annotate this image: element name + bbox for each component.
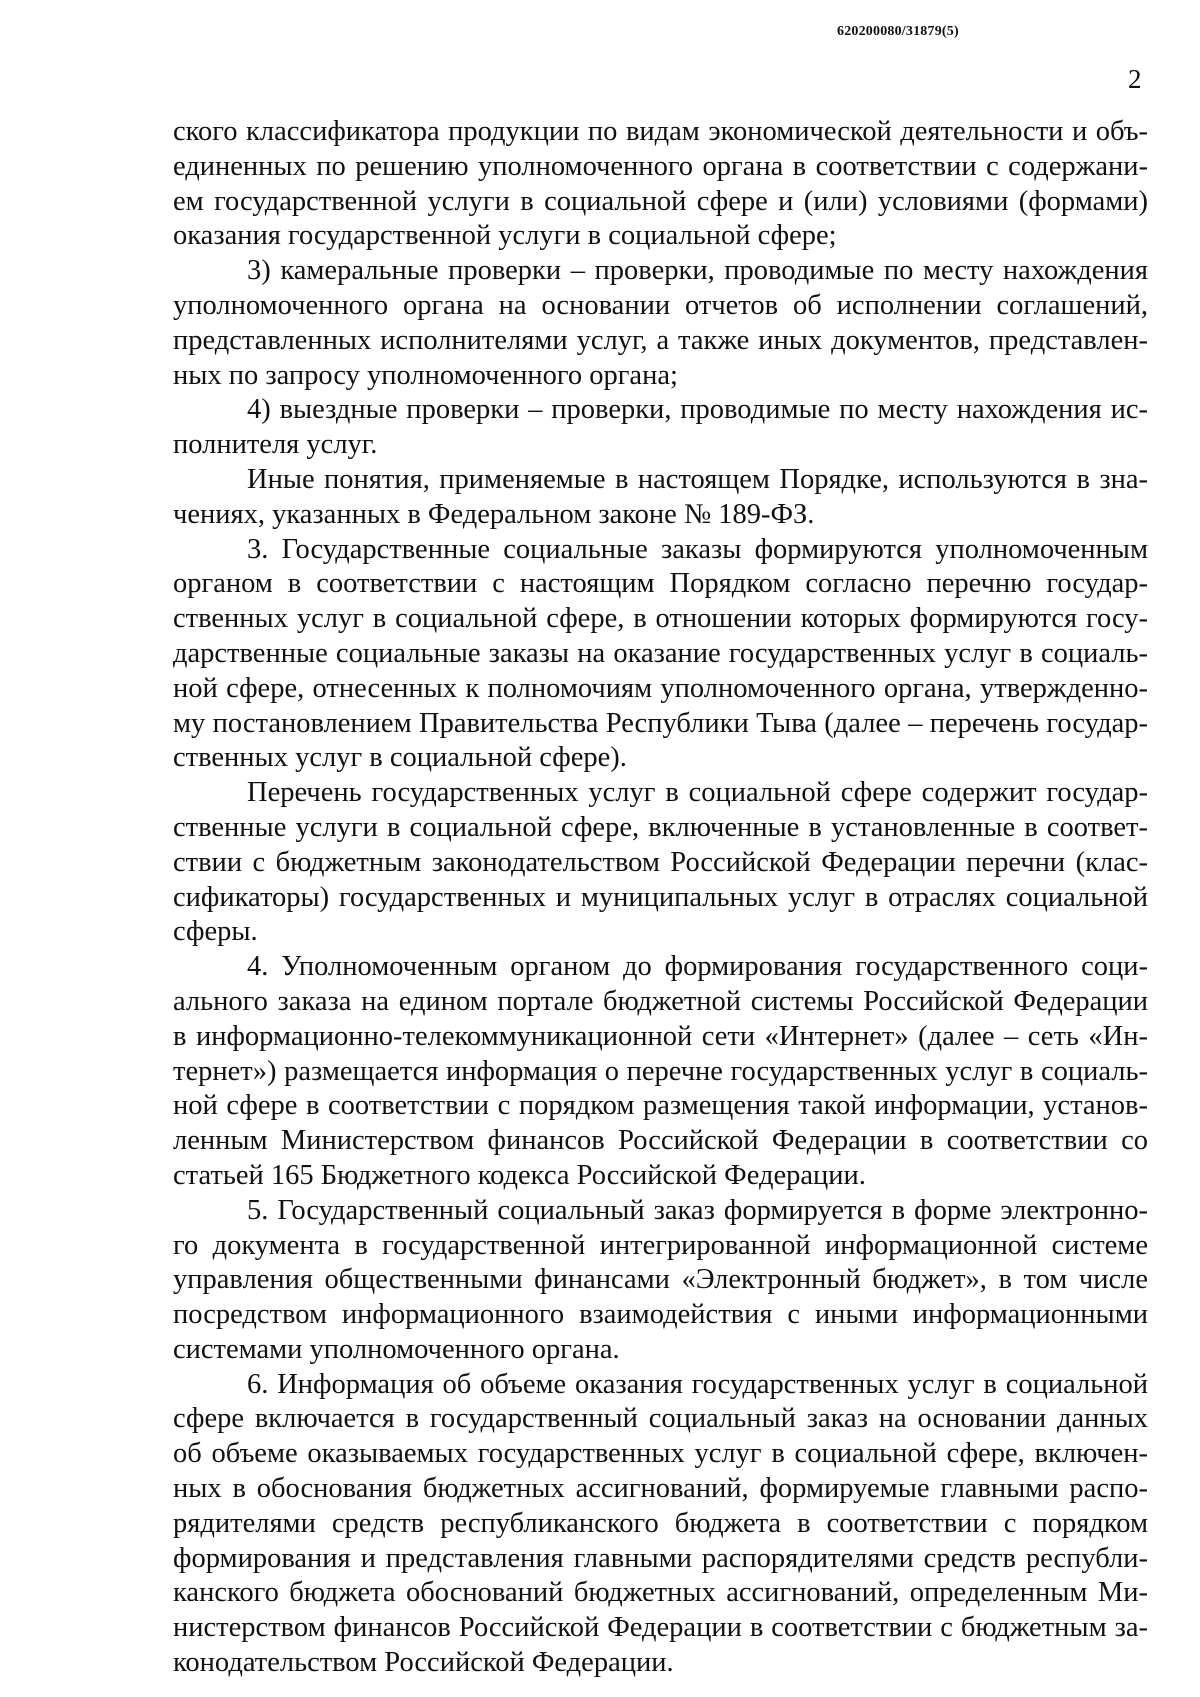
paragraph-section-6: 6. Информация об объеме оказания государственных услуг в социальной сфере включается в государственный социальный заказ на основании данных об объеме оказываемых государственных услуг в социальной сфере, включенных в обоснования бюджетных ассигнований, формируемые главными распорядителями средств республиканского бюджета в соответствии с порядком формирования и представления главными распорядителями средств республиканского бюджета обоснований бюджетных ассигнований, определенным Министерством финансов Российской Федерации в соответствии с бюджетным законодательством Российской Федерации. [173,1368,1148,1679]
paragraph-item-4-field-audits: 4) выездные проверки – проверки, проводимые по месту нахождения исполнителя услуг. [173,394,1148,461]
page-number: 2 [1128,64,1142,94]
paragraph-continuation: ского классификатора продукции по видам экономической деятельности и объединенных по решению уполномоченного органа в соответствии с содержанием государственной услуги в социальной сфере и (или) условиями (формами) оказания государственной услуги в социальной сфере; [173,116,1148,252]
paragraph-item-3-desk-audits: 3) камеральные проверки – проверки, проводимые по месту нахождения уполномоченного органа на основании отчетов об исполнении соглашений, представленных исполнителями услуг, а также иных документов, представленных по запросу уполномоченного органа; [173,255,1148,391]
paragraph-section-5: 5. Государственный социальный заказ формируется в форме электронного документа в государственной интегрированной информационной системе управления общественными финансами «Электронный бюджет», в том числе посредством информационного взаимодействия с иными информационными системами уполномоченного органа. [173,1194,1148,1365]
document-body [173,115,1148,1681]
paragraph-section-3: 3. Государственные социальные заказы формируются уполномоченным органом в соответствии с настоящим Порядком согласно перечню государственных услуг в социальной сфере, в отношении которых формируются государственные социальные заказы на оказание государственных услуг в социальной сфере, отнесенных к полномочиям уполномоченного органа, утвержденному постановлением Правительства Республики Тыва (далее – перечень государственных услуг в социальной сфере). [173,533,1148,774]
paragraph-section-4: 4. Уполномоченным органом до формирования государственного социального заказа на едином портале бюджетной системы Российской Федерации в информационно-телекоммуникационной сети «Интернет» (далее – сеть «Интернет») размещается информация о перечне государственных услуг в социальной сфере в соответствии с порядком размещения такой информации, установленным Министерством финансов Российской Федерации в соответствии со статьей 165 Бюджетного кодекса Российской Федерации. [173,951,1148,1191]
paragraph-services-list: Перечень государственных услуг в социальной сфере содержит государственные услуги в социальной сфере, включенные в установленные в соответствии с бюджетным законодательством Российской Федерации перечни (классификаторы) государственных и муниципальных услуг в отраслях социальной сферы. [173,777,1148,948]
paragraph-other-terms: Иные понятия, применяемые в настоящем Порядке, используются в значениях, указанных в Федеральном законе № 189-ФЗ. [173,463,1148,530]
document-id: 620200080/31879(5) [837,24,959,39]
